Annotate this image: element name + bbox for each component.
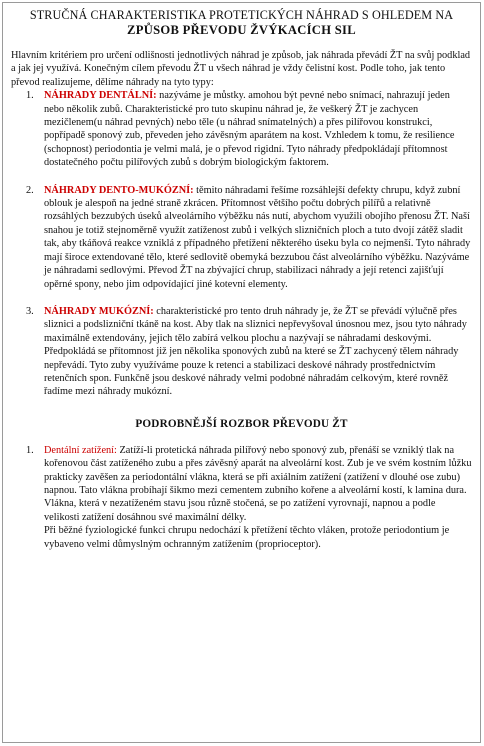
list-item-dental: [11, 89, 472, 169]
list-item-dental-load: [11, 444, 472, 551]
list-item-title: NÁHRADY MUKÓZNÍ:: [44, 305, 154, 317]
document-page: [2, 2, 481, 743]
list-item-text: charakteristické pro tento druh náhrady je, že ŽT se převádí výlučně přes sliznici a podslizniční tkáně na kost. Aby tlak na sliznici nepřevyšoval únosnou mez, jsou tyto náhrady maximálně extendovány, jejich tělo zabírá velkou plochu a nazývají se náhradami deskovými. Předpokládá se přítomnost již jen několika sponových zubů na které se ŽT zachycený tělem náhrady nepřevádí. Tyto zuby využíváme pouze k retenci a stabilizaci deskové náhrady prostřednictvím retenčních spon. Funkčně jsou deskové náhrady velmi podobné náhradám celkovým, které rovněž řadíme mezi náhrady mukózní.: [44, 305, 467, 398]
list-item-number: 1.: [26, 444, 34, 456]
list-item-number: 2.: [26, 184, 34, 196]
list-item-dento-mucosal: [11, 184, 472, 291]
list-item-number: 3.: [26, 305, 34, 317]
list-item-text: těmito náhradami řešíme rozsáhlejší defekty chrupu, když zubní oblouk je alespoň na jedné straně zkrácen. Přítomnost většího počtu dobrých pilířů a relativně rozsáhlých bezzubých úseků alveolárního výběžku nás nutí, abychom využili obojího přenosu ŽT. Naší snahou je totiž stejnoměrně využít zatíženost zubů i velkých slizničních ploch a tuto dvojí zátěž sladit tak, aby tkáňová reakce vzniklá z případného přetížení některého úseku byla co nejmenší. Tyto náhrady mají široce extendované tělo, které sedlovitě obemyká bezzubou část alveolárního výběžku. Nazýváme je náhradami sedlovými. Převod ŽT na zbývající chrup, stabilizaci náhrady a její retenci zajišťují opěrné spony, nebo jim odpovídající jiné kotevní elementy.: [44, 184, 471, 290]
list-item-title: NÁHRADY DENTO-MUKÓZNÍ:: [44, 184, 194, 196]
document-title-line2: ZPŮSOB PŘEVODU ŽVÝKACÍCH SIL: [127, 23, 356, 37]
list-item-mucosal: [11, 305, 472, 399]
list-item-text: Zatíží-li protetická náhrada pilířový nebo sponový zub, přenáší se vzniklý tlak na kořenovou část zatíženého zubu a přes závěsný aparát na alveolární kost. Zub je ve svém kostním lůžku prakticky zavěšen za periodontální vlákna, která se při axiálním zatížení (zatížení v dlouhé ose zubu) napnou. Tato vlákna probíhají šikmo mezi cementem zubního kořene a alveolární kostí, k lamina dura. Vlákna, která v nezatíženém stavu jsou různě stočená, se po zatížení vyrovnají, napnou a podle velikosti zatížení dosáhnou své maximální délky.: [44, 444, 472, 523]
list-item-paragraph: Při běžné fyziologické funkci chrupu nedochází k přetížení těchto vláken, protože periodontium je vybaveno velmi důmyslným ochranným zatížením (proprioceptor).: [44, 525, 450, 550]
document-title-line1: STRUČNÁ CHARAKTERISTIKA PROTETICKÝCH NÁHRAD S OHLEDEM NA: [29, 8, 454, 22]
section-heading: PODROBNĚJŠÍ ROZBOR PŘEVODU ŽT: [135, 417, 348, 430]
intro-paragraph: Hlavním kritériem pro určení odlišnosti jednotlivých náhrad je způsob, jak náhrada převádí ŽT na svůj podklad a jak jej využívá. Konečným cílem převodu ŽT u všech náhrad je vždy čelistní kost. Podle toho, jak tento převod realizujeme, dělíme náhrady na tyto typy:: [11, 50, 471, 88]
list-item-number: 1.: [26, 90, 34, 102]
transfer-analysis-list: [11, 444, 472, 551]
replacement-types-list: [11, 89, 472, 399]
list-item-text: nazýváme je můstky. amohou být pevné nebo snímací, nahrazují jeden nebo několik zubů. Charakteristické pro tuto skupinu náhrad je, že veškerý ŽT je zachycen mezičlenem(u náhrad pevných) nebo těle (u náhrad snímatelných) a přes pilířovou konstrukci, popřípadě sponový zub, převeden jeho závěsným aparátem na kost. Vzhledem k tomu, že resilience (schopnost) periodontia je velmi malá, je o převod rigidní. Tyto náhrady předpokládají přítomnost dostatečného počtu pilířových zubů s dobrým biologickým faktorem.: [44, 90, 455, 169]
list-item-title: Dentální zatížení:: [44, 444, 117, 456]
list-item-title: NÁHRADY DENTÁLNÍ:: [44, 90, 157, 102]
